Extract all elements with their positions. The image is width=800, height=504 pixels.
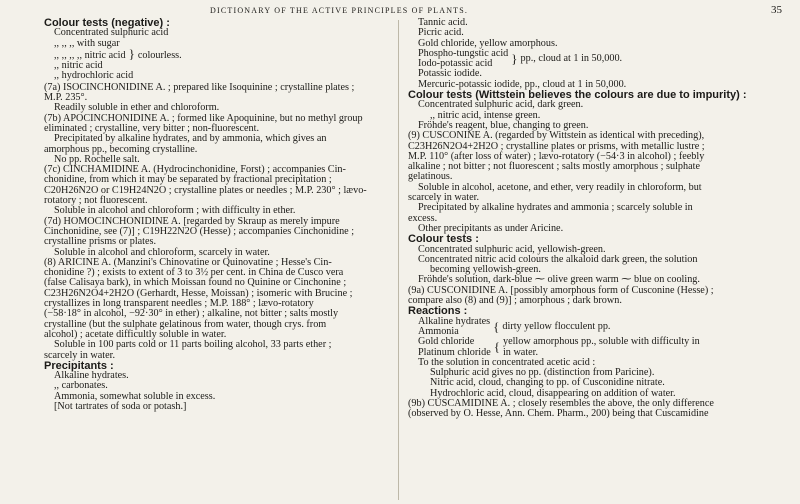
entry-isocinchonidine: (7a) ISOCINCHONIDINE A. ; prepared like Isoquinine ; crystalline plates ;: [44, 81, 355, 93]
text-line: ,, carbonates.: [54, 380, 108, 392]
text-line: To the solution in concentrated acetic acid :: [418, 356, 596, 368]
colourless-note: colourless.: [137, 49, 182, 61]
text-line: Readily soluble in ether and chloroform.: [54, 102, 220, 114]
header-title: DICTIONARY OF THE ACTIVE PRINCIPLES OF PLANTS.: [210, 6, 469, 15]
text-line: Concentrated sulphuric acid, dark green.: [418, 99, 584, 111]
entry-cusconidine: (9a) CUSCONIDINE A. [possibly amorphous form of Cusconine (Hesse) ;: [408, 284, 714, 296]
text-line: rotatory ; not fluorescent.: [44, 195, 148, 207]
text-line: C23H26N2O4+2H2O ; crystalline plates or prisms, with metallic lustre ;: [408, 140, 705, 152]
text-line: Mercuric-potassic iodide, pp., cloud at 1 in 50,000.: [418, 78, 627, 90]
page-number: 35: [771, 4, 782, 16]
text-line: scarcely in water.: [44, 349, 115, 361]
text-line: Alkaline hydrates.: [54, 370, 129, 382]
left-column: [44, 18, 388, 412]
text-line: Sulphuric acid gives no pp. (distinction from Paricine).: [430, 367, 655, 379]
text-line: Picric acid.: [418, 27, 464, 39]
text-line: crystalline prisms or plates.: [44, 236, 157, 248]
text-line: Other precipitants as under Aricine.: [418, 222, 564, 234]
text-line: chonidine, from which it may be separated by fractional precipitation ;: [44, 174, 332, 186]
entry-cusconine: (9) CUSCONINE A. (regarded by Wittstein as identical with preceding),: [408, 130, 705, 142]
text-line: ,, hydrochloric acid: [54, 70, 134, 82]
text-line: chonidine ?) ; exists to extent of 3 to 3½ per cent. in China de Cusco vera: [44, 267, 344, 279]
entry-apocinchonidine: (7b) APOCINCHONIDINE A. ; formed like Apoquinine, but no methyl group: [44, 112, 363, 124]
column-divider: [398, 20, 399, 500]
text-line: Cinchonidine, see (7)] ; C19H22N2O (Hesse) ; accompanies Cinchonidine ;: [44, 225, 355, 237]
colour-tests-heading: Colour tests :: [408, 233, 479, 246]
text-line: becoming yellowish-green.: [430, 264, 541, 276]
text-line: C20H26N2O or C19H24N2O ; crystalline plates or needles ; M.P. 230° ; lævo-: [44, 184, 367, 196]
right-column: [408, 18, 778, 420]
text-line: Potassic iodide.: [418, 68, 482, 80]
running-header: [0, 4, 800, 18]
text-line: gelatinous.: [408, 171, 453, 183]
text-line: ,, ,, ,, with sugar: [54, 37, 120, 49]
text-line: [Not tartrates of soda or potash.]: [54, 400, 187, 412]
text-line: compare also (8) and (9)] ; amorphous ; dark brown.: [408, 295, 622, 307]
reactions-heading: Reactions :: [408, 305, 468, 318]
text-line: (false Calisaya bark), in which Moissan found no Quinine or Cinchonine ;: [44, 277, 347, 289]
text-line: ,, ,, ,, ,, nitric acid } colourless.: [54, 45, 182, 61]
text-line: Soluble in alcohol and chloroform ; with difficulty in ether.: [54, 205, 296, 217]
braced-reagents: Phospho-tungstic acid Iodo-potassic acid } pp., cloud at 1 in 50,000.: [418, 47, 623, 70]
text-line: alkaline ; not bitter ; not fluorescent ; salts mostly amorphous ; sulphate: [408, 161, 700, 173]
text-line: Nitric acid, cloud, changing to pp. of Cusconidine nitrate.: [430, 377, 665, 389]
text-line: M.P. 110° (after loss of water) ; lævo-rotatory (−54·3 in alcohol) ; feebly: [408, 150, 705, 162]
colour-tests-heading: Colour tests (Wittstein believes the colours are due to impurity) :: [408, 89, 747, 102]
precipitants-heading: Precipitants :: [44, 359, 114, 372]
text-line: crystalline (but the sulphate gelatinous from water, though crys. from: [44, 318, 327, 330]
text-line: Ammonia, somewhat soluble in excess.: [54, 390, 216, 402]
text-line: (observed by O. Hesse, Ann. Chem. Pharm., 200) being that Cuscamidine: [408, 408, 709, 420]
text-line: No pp. Rochelle salt.: [54, 153, 140, 165]
entry-cuscamidine: (9b) CUSCAMIDINE A. ; closely resembles the above, the only difference: [408, 397, 714, 409]
entry-homocinchonidine: (7d) HOMOCINCHONIDINE A. [regarded by Skraup as merely impure: [44, 215, 340, 227]
text-line: Soluble in alcohol and chloroform, scarcely in water.: [54, 246, 270, 258]
text-line: Precipitated by alkaline hydrates and ammonia ; scarcely soluble in: [418, 202, 693, 214]
text-line: amorphous pp., becoming crystalline.: [44, 143, 198, 155]
text-line: Soluble in alcohol, acetone, and ether, very readily in chloroform, but: [418, 181, 702, 193]
text-line: scarcely in water.: [408, 192, 479, 204]
text-line: Hydrochloric acid, cloud, disappearing on addition of water.: [430, 387, 676, 399]
text-line: Concentrated sulphuric acid, yellowish-green.: [418, 243, 606, 255]
entry-cinchamidine: (7c) CINCHAMIDINE A. (Hydrocinchonidine, Forst) ; accompanies Cin-: [44, 164, 346, 176]
braced-reagents: Gold chloride Platinum chloride { yellow amorphous pp., soluble with difficulty in in water.: [418, 336, 700, 358]
colour-tests-heading: Colour tests (negative) :: [44, 17, 170, 29]
text-line: excess.: [408, 212, 438, 224]
text-line: ,, nitric acid: [54, 60, 103, 72]
text-line: Concentrated nitric acid colours the alkaloid dark green, the solution: [418, 253, 698, 265]
text-line: eliminated ; crystalline, very bitter ; non-fluorescent.: [44, 122, 259, 134]
entry-aricine: (8) ARICINE A. (Manzini's Chinovatine or Quinovatine ; Hesse's Cin-: [44, 256, 332, 268]
braced-reagents: Alkaline hydrates Ammonia { dirty yellow flocculent pp.: [418, 315, 611, 337]
text-line: ,, nitric acid, intense green.: [430, 109, 541, 121]
text-line: Fröhde's solution, dark-blue ⁓ olive green warm ⁓ blue on cooling.: [418, 274, 700, 286]
text-line: Precipitated by alkaline hydrates, and by ammonia, which gives an: [54, 133, 327, 145]
text-line: Gold chloride, yellow amorphous.: [418, 37, 558, 49]
text-line: Fröhde's reagent, blue, changing to green.: [418, 119, 589, 131]
text-line: M.P. 235°.: [44, 92, 88, 104]
text-line: Concentrated sulphuric acid: [54, 27, 169, 39]
text-line: Tannic acid.: [418, 17, 468, 28]
text-line: Soluble in 100 parts cold or 11 parts boiling alcohol, 33 parts ether ;: [54, 339, 332, 351]
text-line: crystallizes in long transparent needles ; M.P. 188° ; lævo-rotatory: [44, 298, 314, 310]
text-line: C23H26N2O4+2H2O (Gerhardt, Hesse, Moissan) ; isomeric with Brucine ;: [44, 287, 353, 299]
text-line: alcohol) ; acetate difficultly soluble in water.: [44, 328, 227, 340]
text-line: (−58·18° in alcohol, −92·30° in ether) ; alkaline, not bitter ; salts mostly: [44, 308, 339, 320]
